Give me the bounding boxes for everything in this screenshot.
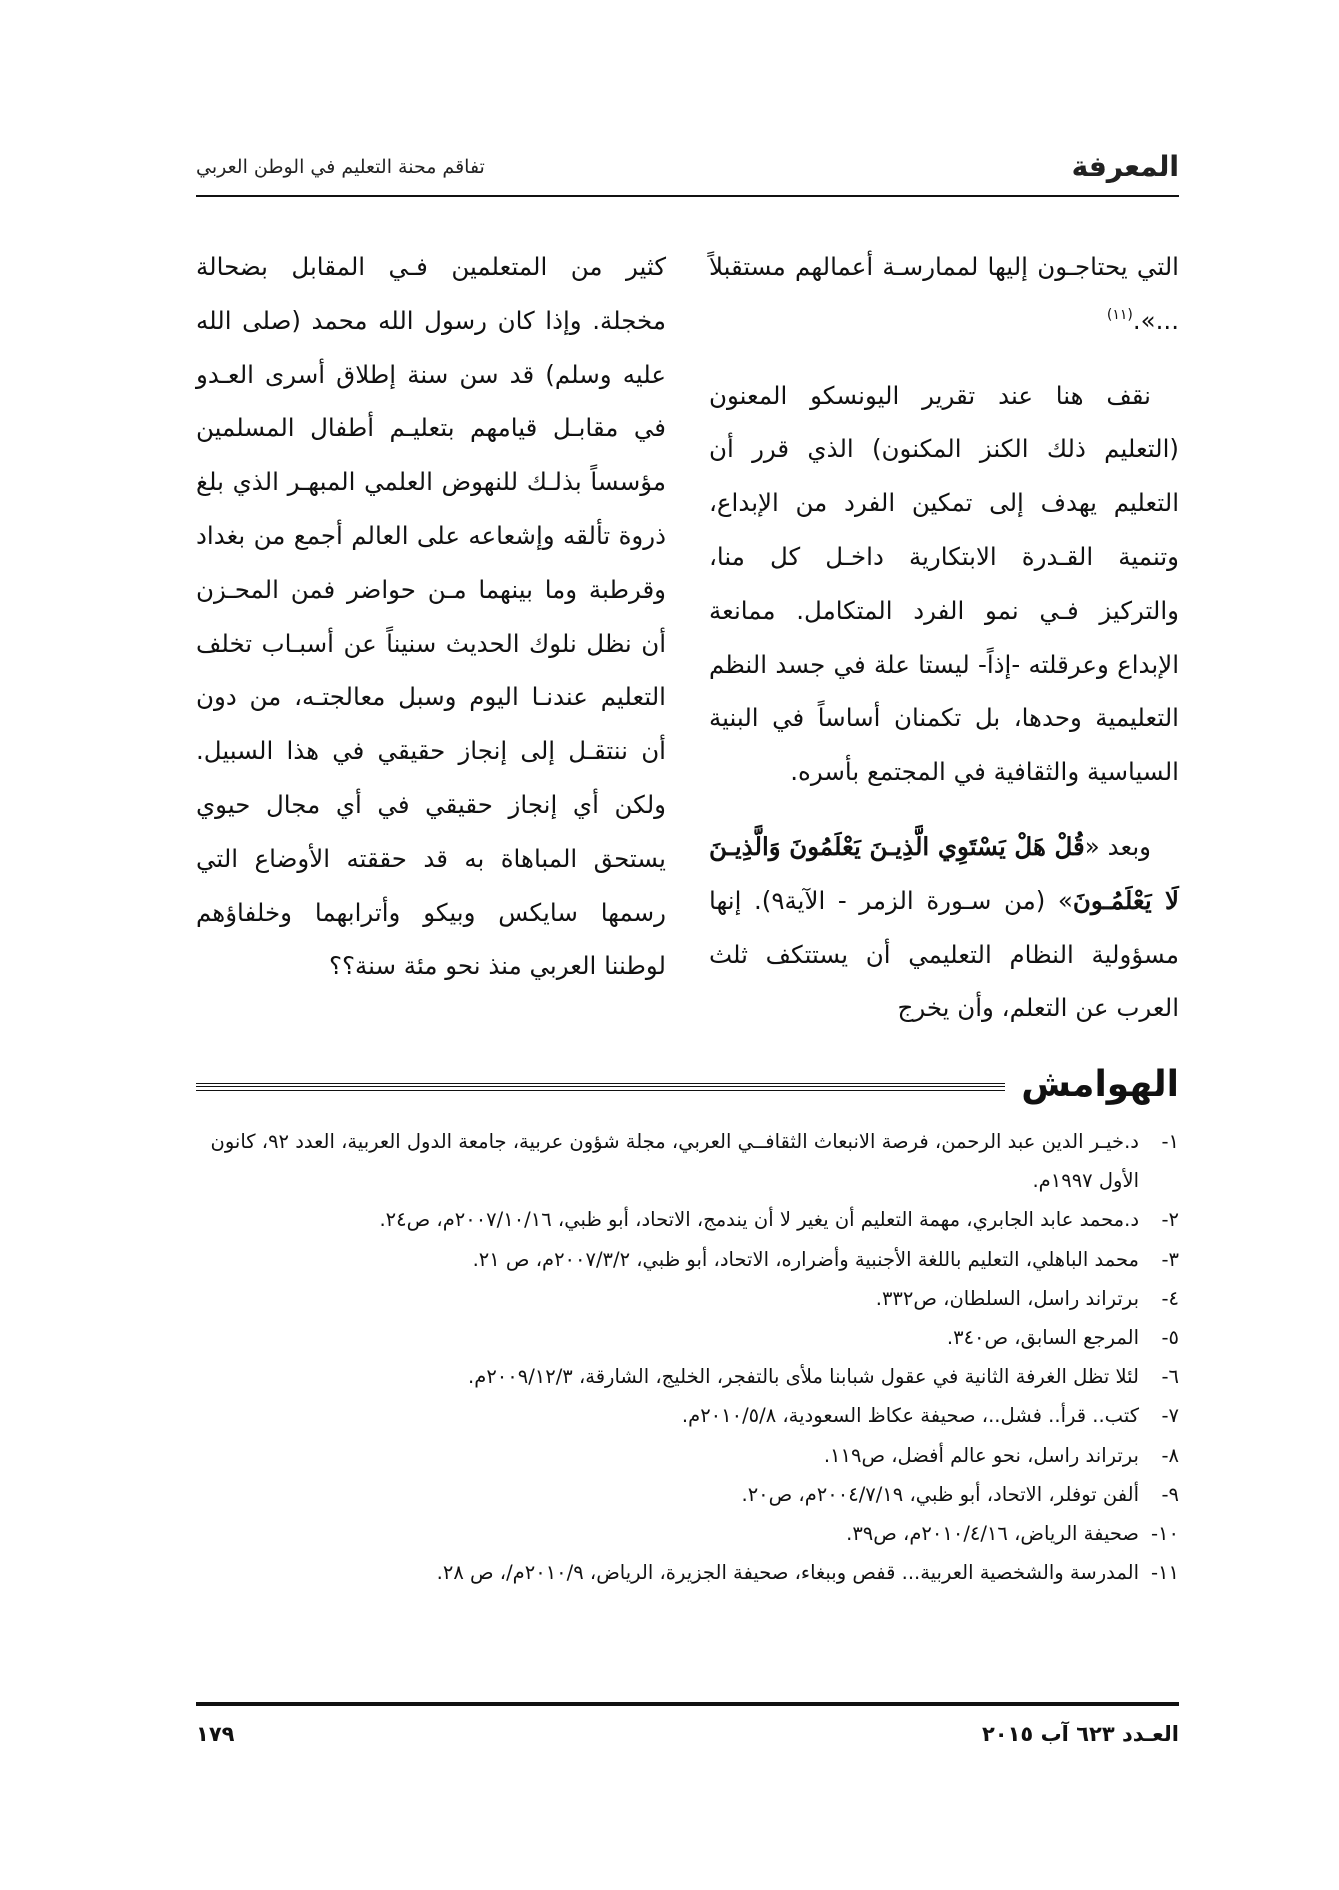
- footnote-ref: (١١): [1106, 306, 1133, 323]
- footnote-item: ٥- المرجع السابق، ص٣٤٠.: [946, 1326, 1179, 1350]
- footnote-item: ٦- لئلا تظل الغرفة الثانية في عقول شبابنا ملأى بالتفجر، الخليج، الشارقة، ٢٠٠٩/١٢/٣م.: [468, 1365, 1179, 1389]
- right-column: [709, 240, 1179, 1035]
- footnote-item: ٢- د.محمد عابد الجابري، مهمة التعليم أن يغير لا أن يندمج، الاتحاد، أبو ظبي، ٢٠٠٧/١٠/١٦م، ص٢٤.: [379, 1208, 1179, 1232]
- magazine-logo: المعرفة: [1071, 150, 1179, 183]
- paragraph: نقف هنا عند تقرير اليونسكو المعنون (التعليم ذلك الكنز المكنون) الذي قرر أن التعليم يهدف إلى تمكين الفرد من الإبداع، وتنمية القـدرة الابتكارية داخـل كل منا، والتركيز فـي نمو الفرد المتكامل. ممانعة الإبداع وعرقلته -إذاً- ليستا علة في جسد النظم التعليمية وحدها، بل تكمنان أساساً في البنية السياسية والثقافية في المجتمع بأسره.: [709, 380, 1179, 787]
- issue-label: العـدد ٦٢٣ آب ٢٠١٥: [981, 1722, 1179, 1746]
- paragraph: وبعد «قُلْ هَلْ يَسْتَوِي الَّذِيـنَ يَعْلَمُونَ وَالَّذِيـنَ لَا يَعْلَمُـونَ» (من سـورة الزمر - الآية٩). إنها مسؤولية النظام التعليمي أن يستتكف ثلث العرب عن التعلم، وأن يخرج: [709, 831, 1179, 1023]
- paragraph: كثير من المتعلمين فـي المقابل بضحالة مخجلة. وإذا كان رسول الله محمد (صلى الله عليه وسلم) قد سن سنة إطلاق أسرى العـدو في مقابـل قيامهم بتعليـم أطفال المسلمين مؤسساً بذلـك للنهوض العلمي المبهـر الذي بلغ ذروة تألقه وإشعاعه على العالم أجمع من بغداد وقرطبة وما بينهما مـن حواضر فمن المحـزن أن نظل نلوك الحديث سنيناً عن أسبـاب تخلف التعليم عندنـا اليوم وسبل معالجتـه، من دون أن ننتقـل إلى إنجاز حقيقي في هذا السبيل. ولكن أي إنجاز حقيقي في أي مجال حيوي يستحق المباهاة به قد حققته الأوضاع التي رسمها سايكس وبيكو وأترابهما وخلفاؤهم لوطننا العربي منذ نحو مئة سنة؟؟: [196, 252, 666, 981]
- footnotes-heading: الهوامش: [1005, 1061, 1179, 1109]
- header-divider: [196, 195, 1179, 197]
- page-header: [196, 150, 1179, 190]
- footnote-item: ١١- المدرسة والشخصية العربية... قفص وببغاء، صحيفة الجزيرة، الرياض، ٢٠١٠/٩م/، ص ٢٨.: [436, 1561, 1179, 1585]
- footnote-item: ١- د.خيـر الدين عبد الرحمن، فرصة الانبعاث الثقافــي العربي، مجلة شؤون عربية، جامعة الدول العربية، العدد ٩٢، كانون الأول ١٩٩٧م.: [210, 1130, 1179, 1193]
- page-footer: [196, 1722, 1179, 1752]
- footnote-item: ٧- كتب.. قرأ.. فشل..، صحيفة عكاظ السعودية، ٢٠١٠/٥/٨م.: [681, 1404, 1179, 1428]
- page-number: ١٧٩: [196, 1722, 235, 1746]
- footnote-item: ٩- ألفن توفلر، الاتحاد، أبو ظبي، ٢٠٠٤/٧/١٩م، ص٢٠.: [741, 1482, 1179, 1506]
- running-title: تفاقم محنة التعليم في الوطن العربي: [196, 156, 485, 178]
- footnote-item: ١٠- صحيفة الرياض، ٢٠١٠/٤/١٦م، ص٣٩.: [846, 1522, 1179, 1546]
- footnote-item: ٤- برتراند راسل، السلطان، ص٣٣٢.: [875, 1286, 1179, 1310]
- footnotes-header: [196, 1061, 1179, 1111]
- footnotes-divider: [196, 1083, 1039, 1091]
- left-column: [196, 240, 666, 993]
- paragraph: التي يحتاجـون إليها لممارسـة أعمالهم مستقبلاً ...».$^{(١١)}$: [709, 252, 1179, 335]
- footer-divider: [196, 1702, 1179, 1706]
- footnote-item: ٨- برتراند راسل، نحو عالم أفضل، ص١١٩.: [823, 1443, 1179, 1467]
- footnotes-list: [196, 1122, 1179, 1592]
- footnote-item: ٣- محمد الباهلي، التعليم باللغة الأجنبية وأضراره، الاتحاد، أبو ظبي، ٢٠٠٧/٣/٢م، ص ٢١.: [472, 1247, 1179, 1271]
- quran-verse: قُلْ هَلْ يَسْتَوِي الَّذِيـنَ يَعْلَمُونَ وَالَّذِيـنَ لَا يَعْلَمُـونَ: [709, 831, 1179, 915]
